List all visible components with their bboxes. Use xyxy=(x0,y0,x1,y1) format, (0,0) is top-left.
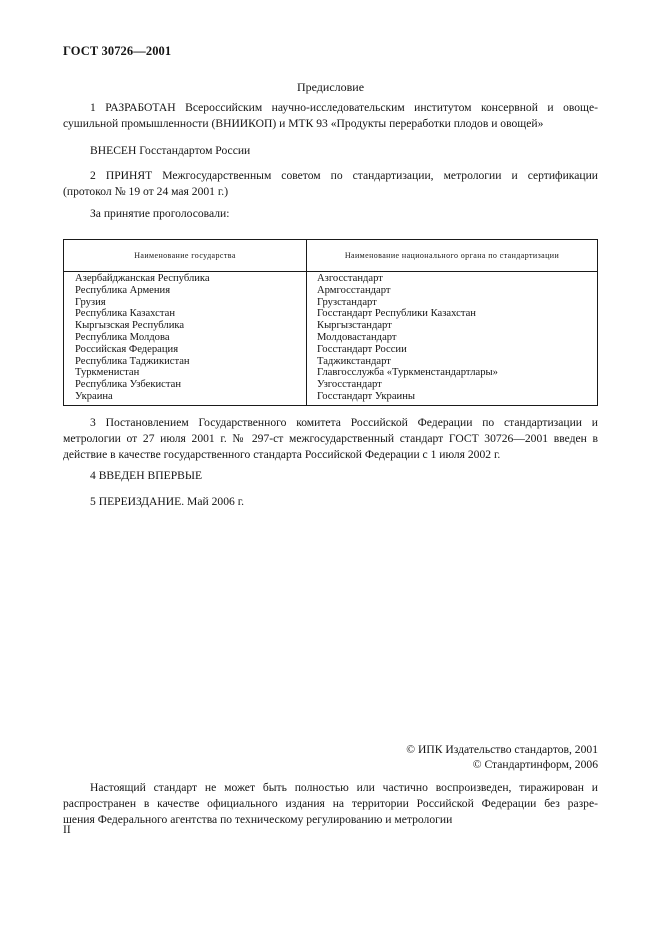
section-1-line-2: сушильной промышленности (ВНИИКОП) и МТК 93 «Продукты переработки плодов и овощей» xyxy=(63,117,544,130)
reproduction-notice xyxy=(63,780,598,828)
table-cell-state: Российская Федерация xyxy=(75,343,179,355)
table-cell-national-body: Грузстандарт xyxy=(317,296,377,308)
section-1-submitted: ВНЕСЕН Госстандартом России xyxy=(90,144,251,157)
section-3 xyxy=(63,415,598,463)
table-cell-state: Республика Узбекистан xyxy=(75,379,182,391)
table-cell-national-body: Молдовастандарт xyxy=(317,331,397,343)
table-cell-state: Республика Казахстан xyxy=(75,308,176,320)
copyright-line-1: © ИПК Издательство стандартов, 2001 xyxy=(406,743,598,756)
table-column-divider xyxy=(306,240,307,405)
table-cell-national-body: Армгосстандарт xyxy=(317,284,391,296)
table-cell-national-body: Таджикстандарт xyxy=(317,355,391,367)
section-2 xyxy=(63,168,598,200)
table-cell-state: Кыргызская Республика xyxy=(75,320,185,332)
copyright-line-2: © Стандартинформ, 2006 xyxy=(472,758,598,771)
section-3-line-2: метрологии от 27 июля 2001 г. № 297-ст межгосударственный стандарт ГОСТ 30726—2001 введен в xyxy=(63,432,598,445)
section-1-line-1: 1 РАЗРАБОТАН Всероссийским научно-исследовательским институтом консервной и овоще- xyxy=(90,101,598,114)
table-cell-national-body: Азгосстандарт xyxy=(317,273,383,284)
section-3-line-3: действие в качестве государственного стандарта Российской Федерации с 1 июля 2002 г. xyxy=(63,448,501,461)
table-header-divider xyxy=(64,271,597,272)
table-cell-state: Грузия xyxy=(75,296,106,308)
document-header: ГОСТ 30726—2001 xyxy=(63,44,172,58)
table-column-national-bodies xyxy=(317,273,498,403)
table-header-national-body: Наименование национального органа по стандартизации xyxy=(344,251,560,260)
table-cell-state: Азербайджанская Республика xyxy=(75,273,210,284)
table-cell-state: Республика Таджикистан xyxy=(75,355,190,367)
page-number: II xyxy=(63,824,71,836)
table-cell-national-body: Госстандарт Республики Казахстан xyxy=(317,308,476,320)
section-1 xyxy=(63,100,598,132)
section-4: 4 ВВЕДЕН ВПЕРВЫЕ xyxy=(90,469,203,482)
table-cell-state: Украина xyxy=(75,390,113,402)
table-cell-national-body: Главгосслужба «Туркменстандартлары» xyxy=(317,367,498,379)
notice-line-1: Настоящий стандарт не может быть полностью или частично воспроизведен, тиражирован и xyxy=(90,781,598,794)
table-cell-national-body: Госстандарт Украины xyxy=(317,390,415,402)
table-cell-state: Республика Молдова xyxy=(75,331,170,343)
section-3-line-1: 3 Постановлением Государственного комитета Российской Федерации по стандартизации и xyxy=(90,416,598,429)
section-2-line-1: 2 ПРИНЯТ Межгосударственным советом по стандартизации, метрологии и сертификации xyxy=(90,169,598,182)
notice-line-2: распространен в качестве официального издания на территории Российской Федерации без разре- xyxy=(63,797,598,810)
notice-line-3: шения Федерального агентства по техническому регулированию и метрологии xyxy=(63,813,453,826)
table-cell-state: Республика Армения xyxy=(75,284,171,296)
section-2-line-2: (протокол № 19 от 24 мая 2001 г.) xyxy=(63,185,229,198)
table-cell-state: Туркменистан xyxy=(75,367,140,379)
table-cell-national-body: Узгосстандарт xyxy=(317,379,382,391)
voting-table xyxy=(63,239,598,406)
page-title: Предисловие xyxy=(296,80,365,94)
table-cell-national-body: Госстандарт России xyxy=(317,343,407,355)
table-header-state: Наименование государства xyxy=(134,251,236,260)
table-column-states xyxy=(75,273,210,403)
table-cell-national-body: Кыргызстандарт xyxy=(317,320,392,332)
section-5: 5 ПЕРЕИЗДАНИЕ. Май 2006 г. xyxy=(90,495,245,508)
vote-intro: За принятие проголосовали: xyxy=(90,207,230,220)
